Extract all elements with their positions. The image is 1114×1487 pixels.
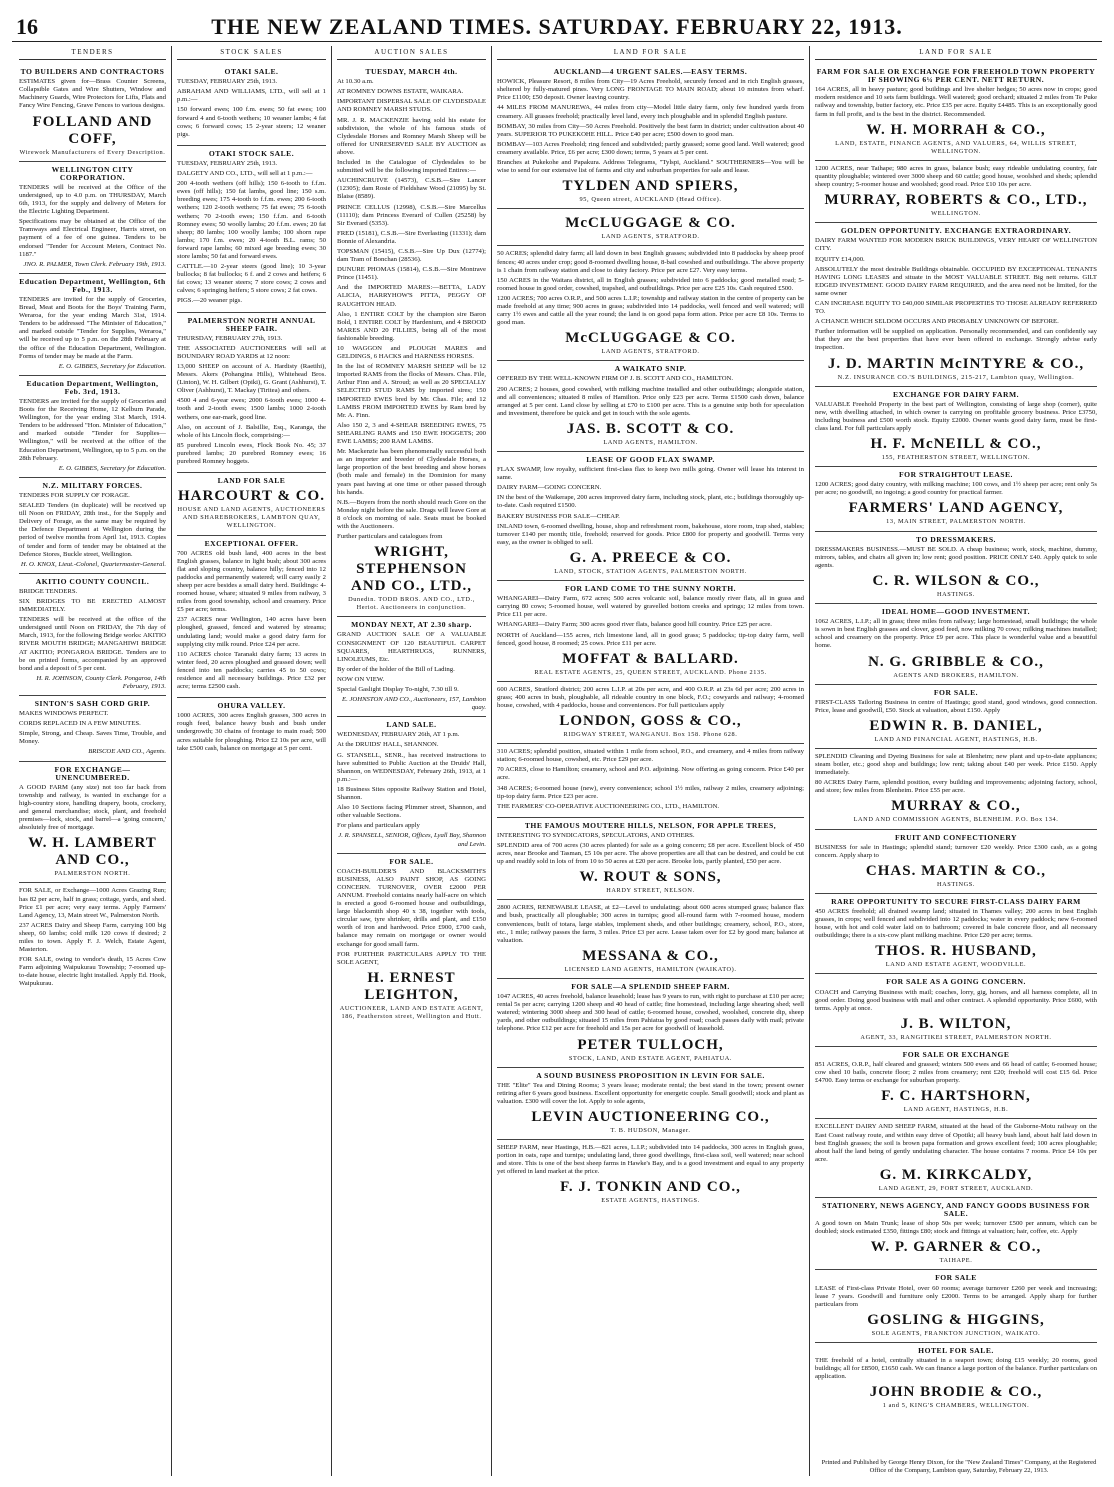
ad-heading: FOR LAND COME TO THE SUNNY NORTH. [564, 584, 736, 594]
advertisement [815, 1047, 1097, 1119]
advertiser-address: REAL ESTATE AGENTS, 25, QUEEN STREET, AUCKLAND. Phone 2135. [534, 668, 767, 676]
ad-text: 85 purebred Lincoln ewes, Flock Book No. 45; 37 purebred lambs; 20 purebred Romney ewes; 16 purebred Romney hoggets. [177, 441, 326, 466]
ad-text: A good town on Main Trunk; lease of shop 50s per week; turnover £500 per annum, which can be doubled; stock estimated £350, fittings £80; stock and fittings at valuation; hair, coffee, etc. Apply [815, 1220, 1097, 1236]
advertiser-address: AGENT, 33, RANGITIKEI STREET, PALMERSTON NORTH. [860, 1033, 1052, 1041]
ad-text: SPLENDID area of 700 acres (30 acres planted) for sale as a going concern; £8 per acre. Excellent block of 450 acres, near Brooke and Tasman, £5 10s per acre. The above properties are all that can be desired, and could be cut up and readily sold in lots of from 10 to 50 acres at £20 per acre. Brooke lots, partly planted, £50 per acre. [497, 842, 804, 866]
imprint: Printed and Published by George Henry Dixon, for the "New Zealand Times" Company, at the Registered Office of the Company, Lambton quay, Saturday, February 22, 1913. [821, 1459, 1097, 1474]
ad-text: FRED (15181), C.S.B.—Sire Everlasting (11331); dam Bonnie of Alexandria. [337, 229, 486, 245]
advertisement [497, 979, 804, 1068]
ad-text: VALUABLE Freehold Property in the best part of Wellington, consisting of large shop (corner), quite new, with dwelling attached, in which owner is carrying on profitable grocery business. Price £3750, including business and £500 worth stock. Equity £2000. Owner wants good dairy farm, must be first-class land. For full particulars apply [815, 400, 1097, 432]
advertisement [497, 209, 804, 246]
advertiser-address: HOUSE AND LAND AGENTS, AUCTIONEERS AND SHAREBROKERS, LAMBTON QUAY, WELLINGTON. [177, 506, 326, 530]
advertisement [497, 361, 804, 452]
ad-text: 70 ACRES, close to Hamilton; creamery, school and P.O. adjoining. Now offering as going concern. Price £40 per acre. [497, 766, 804, 782]
advertisement [19, 376, 166, 478]
advertisement [497, 452, 804, 581]
ad-signature: E. JOHNSTON AND CO., Auctioneers, 157, Lambton quay. [342, 696, 486, 712]
ad-heading: GOLDEN OPPORTUNITY. EXCHANGE EXTRAORDINARY. [840, 226, 1072, 236]
ad-heading: N.Z. MILITARY FORCES. [42, 480, 143, 490]
advertiser-name: C. R. WILSON & CO., [872, 572, 1040, 589]
ad-heading: IDEAL HOME—GOOD INVESTMENT. [881, 607, 1031, 617]
advertisement [497, 682, 804, 744]
ad-text: FLAX SWAMP, low royalty, sufficient first-class flax to keep two mills going. Owner will lease his interest in same. [497, 466, 804, 482]
ad-text: INTERESTING TO SYNDICATORS, SPECULATORS, AND OTHERS. [497, 831, 695, 839]
advertiser-name: N. G. GRIBBLE & CO., [868, 653, 1044, 670]
advertisement [177, 473, 326, 535]
ad-text: 310 ACRES; splendid position, situated within 1 mile from school, P.O., and creamery, and 4 miles from railway station; 6-roomed house, cowshed, etc. Price £29 per acre. [497, 748, 804, 764]
advertisement [497, 900, 804, 979]
ad-text: TUESDAY, FEBRUARY 25th, 1913. [177, 78, 278, 86]
ad-text: A CHANCE WHICH SELDOM OCCURS AND PROBABLY UNKNOWN OF BEFORE. [815, 318, 1059, 326]
ad-text: 44 MILES FROM MANUREWA, 44 miles from city—Model little dairy farm, only few hundred yards from creamery. All grasses freehold; practically level land, every inch ploughable and in splendid English pasture. [497, 104, 804, 120]
ad-heading: FOR SALE. [389, 856, 434, 866]
ad-text: 10 WAGGON and PLOUGH MARES and GELDINGS, 6 HACKS and HARNESS HORSES. [337, 345, 486, 361]
ad-text: PIGS.—20 weaner pigs. [177, 297, 243, 305]
ad-text: 80 ACRES Dairy Farm, splendid position, every building and improvements; adjoining factory, school, and store; few miles from Blenheim. Price £55 per acre. [815, 779, 1097, 795]
advertiser-address: 13, MAIN STREET, PALMERSTON NORTH. [886, 518, 1026, 526]
advertisement [815, 532, 1097, 604]
advertiser-name: TYLDEN AND SPIERS, [562, 178, 739, 195]
ad-text: OFFERED BY THE WELL-KNOWN FIRM OF J. B. SCOTT AND CO., HAMILTON. [497, 375, 734, 383]
advertisement [815, 1198, 1097, 1270]
advertiser-name: W. H. LAMBERT AND CO., [28, 835, 157, 869]
ad-text: Specifications may be obtained at the Office of the Tramways and Electrical Engineer, Harris street, on payment of a fee of one guinea. Tenders to be endorsed "Tender for Account Meters, Contract No. 1187." [19, 218, 166, 258]
ad-text: 450 ACRES freehold; all drained swamp land; situated in Thames valley; 200 acres in best English grasses, in crops; well fenced and subdivided into 12 paddocks; water in every paddock; new 6-roomed house, with hot and cold water laid on to bathroom; covered in bale concrete floor, and all necessary outbuildings; there is a six-cow plant milking machine. Price £20 per acre; terms. [815, 908, 1097, 940]
ad-signature: E. O. GIBBES, Secretary for Education. [58, 362, 166, 370]
advertiser-address: LAND AND FINANCIAL AGENT, HASTINGS, H.B. [874, 735, 1038, 743]
ad-text: ESTIMATES given for—Brass Counter Screens, Collapsible Gates and Wire Shutters, Window and Machinery Guards, Wire Protectors for Lifts, Flats and Fancy Wire Fencing, Grave Fences to various designs. [19, 78, 166, 110]
column-stock-sales [172, 46, 332, 1476]
advertiser-name: F. C. HARTSHORN, [881, 1088, 1031, 1105]
column-heading: STOCK SALES [177, 46, 326, 60]
ad-text: PRINCE CELLUS (12998), C.S.B.—Sire Marcellus (11110); dam Princess Everard of Cullen (25258) by Sir Everard (5353). [337, 203, 486, 227]
advertiser-address: LAND AGENT, 29, FORT STREET, AUCKLAND. [878, 1184, 1034, 1192]
advertiser-name: LONDON, GOSS & CO., [559, 713, 742, 730]
advertiser-address: 1 and 5, KING'S CHAMBERS, WELLINGTON. [882, 1402, 1030, 1410]
advertiser-name: GOSLING & HIGGINS, [867, 1311, 1045, 1328]
advertiser-name: W. ROUT & SONS, [579, 869, 722, 886]
ad-heading: A SOUND BUSINESS PROPOSITION IN LEVIN FOR SALE. [536, 1070, 765, 1080]
ad-heading: LEASE OF GOOD FLAX SWAMP. [586, 455, 715, 464]
ad-text: LEASE of First-class Private Hotel, over 60 rooms; average turnover £260 per week and increasing; lease 7 years. Goodwill and furniture only £2000. Terms to be arranged. Apply sharp for further particulars from [815, 1284, 1097, 1308]
advertiser-name: MURRAY & CO., [891, 798, 1021, 815]
ad-heading: PALMERSTON NORTH ANNUAL SHEEP FAIR. [187, 315, 316, 333]
advertiser-name: HARCOURT & CO. [178, 488, 325, 505]
column-land-for-sale-1 [492, 46, 810, 1476]
ad-text: WHANGAREI—Dairy Farm, 672 acres; 500 acres volcanic soil, balance mostly river flats, all in grass and carrying 80 cows; 5-roomed house, well watered by gravelled bottom creeks and springs; 12 miles from town. Price £11 per acre. [497, 595, 804, 619]
ad-signature: H. R. JOHNSON, County Clerk. Pongaroa, 14th February, 1913. [36, 674, 166, 690]
ad-text: 150 ACRES in the Waitara district, all in English grasses; subdivided into 6 paddocks; good metalled road; 5-roomed house in good order, cowshed, trapshed, and outbuildings. Price per acre £25 10s. Cash required £500. [497, 276, 804, 292]
advertiser-name: FOLLAND AND COFF, [32, 113, 153, 147]
advertiser-name: JAS. B. SCOTT & CO. [566, 420, 735, 437]
advertiser-name: G. A. PREECE & CO. [569, 549, 732, 566]
ad-text: At the DRUIDS' HALL, SHANNON. [337, 741, 439, 749]
advertiser-address: LAND AGENTS, STRATFORD. [601, 233, 700, 241]
advertiser-name: PETER TULLOCH, [577, 1036, 724, 1053]
ad-signature: JNO. R. PALMER, Town Clerk. February 19th, 1913. [23, 260, 166, 268]
ad-heading: LAND FOR SALE [217, 476, 286, 486]
advertiser-name: H. F. McNEILL & CO., [870, 436, 1042, 453]
ad-heading: FOR STRAIGHTOUT LEASE. [899, 470, 1013, 480]
advertiser-address: HARDY STREET, NELSON. [606, 887, 695, 895]
ad-text: TENDERS are invited for the supply of Groceries, Bread, Meat and Boots for the Boys' Training Farm, Weraroa, for the year ending March 31st, 1914. Tenders to be addressed "The Minister of Education," and marked outside "Tender for Supplies, Weraroa," will be received up to 5 p.m. on the 28th February at the office of the Education Department, Wellington. Forms of tender may be made at the Farm. [19, 295, 166, 360]
advertiser-name: THOS. R. HUSBAND, [875, 943, 1037, 960]
ad-text: ABRAHAM AND WILLIAMS, LTD., will sell at 1 p.m.:— [177, 88, 326, 104]
advertiser-address: HASTINGS. [936, 880, 976, 888]
ad-text: 700 ACRES old bush land, 400 acres in the best English grasses, balance in light bush; about 300 acres flat and sloping country, balance hilly; fenced into 12 paddocks and permanently watered; will carry easily 2 sheep per acre besides a small dairy herd. Buildings: 4-roomed house, whare; situated 9 miles from railway, 3 miles from good township, school and creamery. Price £5 per acre; terms. [177, 549, 326, 614]
advertiser-name: W. P. GARNER & CO., [870, 1239, 1042, 1256]
ad-text: COACH and Carrying Business with mail; coaches, lorry, gig, horses, and all harness complete, all in good order. Doing good business with mail and other contract. A splendid opportunity. Price £600, with terms. Apply at once. [815, 988, 1097, 1012]
ad-text: Also 10 Sections facing Plimmer street, Shannon, and other valuable Sections. [337, 804, 486, 820]
ad-text: TENDERS will be received at the Office of the undersigned, up to 4.0 p.m. on THURSDAY, March 6th, 1913, for the supply and delivery of Meters for the Electric Lighting Department. [19, 183, 166, 216]
advertiser-name: CHAS. MARTIN & CO., [865, 862, 1047, 879]
ad-text: 18 Business Sites opposite Railway Station and Hotel, Shannon. [337, 785, 486, 802]
advertiser-address: WELLINGTON. [931, 210, 981, 218]
advertisement [497, 1068, 804, 1140]
ad-heading: OTAKI STOCK SALE. [208, 148, 295, 158]
advertisement [337, 617, 486, 717]
advertisement [815, 1270, 1097, 1342]
ad-heading: FOR SALE—A SPLENDID SHEEP FARM. [571, 981, 730, 991]
ad-text: DALGETY AND CO., LTD., will sell at 1 p.m.:— [177, 170, 313, 178]
advertiser-name: MOFFAT & BALLARD. [562, 650, 739, 667]
advertiser-name: LEVIN AUCTIONEERING CO., [531, 1108, 770, 1125]
ad-text: Included in the Catalogue of Clydesdales to be submitted will be the following imported Entires:— [337, 159, 486, 175]
ad-text: NORTH of Auckland—155 acres, rich limestone land, all in good grass; 5 paddocks; tip-top dairy farm, well fenced, good house, 8 roomed; 25 cows. Price £11 per acre. [497, 631, 804, 647]
advertiser-name: MESSANA & CO., [582, 947, 719, 964]
ad-text: Also 150 2, 3 and 4-SHEAR BREEDING EWES, 75 SHEARLING RAMS and 150 EWE HOGGETS; 200 EWE LAMBS; 200 RAM LAMBS. [337, 421, 486, 446]
advertisement [815, 974, 1097, 1046]
advertiser-address: HASTINGS. [936, 590, 976, 598]
advertisement [337, 717, 486, 853]
advertisement [19, 762, 166, 884]
ad-text: 1047 ACRES, 40 acres freehold, balance leasehold; lease has 9 years to run, with right to purchase at £10 per acre; rental 5s per acre; carrying 1200 sheep and 40 head of cattle; fine homestead, including large shearing shed; well watered; wintering 3000 sheep and 300 head of cattle; 6-roomed house, cowshed, woolshed, concrete dip, sheep yards, and other outbuildings; situated 15 miles from Pahiatua by good road; coach passes daily with mail; private telephone. Price £12 per acre for freehold and 15s per acre for goodwill of leasehold. [497, 993, 804, 1033]
ad-text: FOR FURTHER PARTICULARS APPLY TO THE SOLE AGENT, [337, 950, 486, 966]
advertisement [815, 685, 1097, 749]
advertisement [177, 698, 326, 759]
advertiser-address: 155, FEATHERSTON STREET, WELLINGTON. [881, 454, 1031, 462]
advertiser-address: Wirework Manufacturers of Every Description. [19, 148, 166, 156]
ad-heading: STATIONERY, NEWS AGENCY, AND FANCY GOODS BUSINESS FOR SALE. [822, 1200, 1090, 1219]
ad-text: Further particulars and catalogues from [337, 533, 443, 541]
advertisement [815, 749, 1097, 830]
ad-heading: AUCKLAND—4 URGENT SALES.—EASY TERMS. [553, 67, 748, 77]
advertiser-address: LAND AGENTS, HAMILTON. [603, 438, 698, 446]
ad-text: TUESDAY, FEBRUARY 25th, 1913. [177, 159, 278, 167]
ad-text: 290 ACRES; 2 houses, good cowshed, with milking machine installed and other outbuildings; alongside station, and all conveniences; situated 8 miles of Hamilton. Price only £23 per acre. Terms £1500 cash down, balance arranged at 5 per cent. Land close by selling at £70 to £100 per acre. This is a genuine snip both for speculation and investment, therefore be quick and get in touch with the sole agents. [497, 385, 804, 417]
advertiser-name: J. D. MARTIN McINTYRE & CO., [827, 355, 1085, 372]
ad-text: CORDS REPLACED IN A FEW MINUTES. [19, 720, 141, 728]
advertiser-name: W. H. MORRAH & CO., [866, 121, 1046, 138]
ad-text: TENDERS are invited for the supply of Groceries and Boots for the Receiving Home, 12 Kelburn Parade, Wellington, for the year ending 31st March, 1914. Tenders to be addressed "Hon. Minister of Education," and marked outside "Tender for Supplies—Wellington," will be received at the office of the Education Department, Wellington, up to 5 p.m. on the 28th February. [19, 398, 166, 462]
ad-text: MAKES WINDOWS PERFECT. [19, 710, 109, 718]
ad-text: Branches at Pukekohe and Papakura. Address Telegrams, "Tylspi, Auckland." SOUTHERNERS—You will be wise to send for our extensive list of farms and city and suburban properties for sale and lease. [497, 159, 804, 175]
ad-text: 2800 ACRES, RENEWABLE LEASE, at £2—Level to undulating; about 600 acres stumped grass; balance flax and bush, practically all ploughable; 300 acres in turnips; good all-round farm with 7-roomed house, modern conveniences, built of totara, large stables, implement sheds, and other buildings; creamery, school, P.O., store, etc., 1 mile; railway passes the farm, 3 miles. Price £3 per acre. Lease taken over for £2 by good man; balance at valuation. [497, 904, 804, 944]
ad-text: AT ROMNEY DOWNS ESTATE, WAIKARA. [337, 88, 464, 96]
ad-text: 1200 ACRES; 700 acres O.R.P., and 500 acres L.I.P.; township and railway station in the centre of property can be made freehold at any time; 900 acres in grass; subdivided into 14 paddocks, well fenced and well watered; will carry 1½ ewes and cattle all the year round; the land is on good papa form ation. Price per acre £8 10s. Terms to good man. [497, 294, 804, 327]
advertiser-address: LAND AGENTS, STRATFORD. [601, 348, 700, 356]
ad-text: 237 ACRES near Wellington, 140 acres have been ploughed, grassed, fenced and watered by streams; undulating land; would make a good dairy farm for supplying city milk round. Price £24 per acre. [177, 616, 326, 648]
column-tenders [14, 46, 172, 1476]
ad-heading: OHURA VALLEY. [217, 701, 286, 711]
ad-heading: HOTEL FOR SALE. [918, 1345, 994, 1355]
ad-text: 50 ACRES; splendid dairy farm; all laid down in best English grasses; subdivided into 8 paddocks by sheep proof fences; 40 acres under crop; good 8-roomed dwelling house, 8-bail cowshed and outbuildings. The above property is 1 chain from railway station and close to dairy factory. Price per acre £27. Very easy terms. [497, 250, 804, 274]
column-heading: TENDERS [19, 46, 166, 60]
ad-heading: EXCEPTIONAL OFFER. [204, 538, 299, 548]
advertisement [815, 161, 1097, 223]
ad-text: DAIRY FARM WANTED FOR MODERN BRICK BUILDINGS, VERY HEART OF WELLINGTON CITY. [815, 237, 1097, 253]
ad-text: SPLENDID Cleaning and Dyeing Business for sale at Blenheim; new plant and up-to-date appliances; steam boiler, etc.; good shop and buildings; low rent; taking about £40 per week. Price £150. Apply immediately. [815, 752, 1097, 777]
advertisement [497, 246, 804, 361]
ad-text: WHANGAREI—Dairy Farm; 300 acres good river flats, balance good hill country. Price £25 per acre. [497, 621, 772, 629]
advertiser-name: EDWIN R. B. DANIEL, [869, 717, 1043, 734]
ad-text: 237 ACRES Dairy and Sheep Farm, carrying 100 big sheep, 60 lambs; cold milk 120 cows if desired; 2 miles to town. Apply F. J. Welch, Estate Agent, Masterton. [19, 921, 166, 954]
ad-heading: THE FAMOUS MOUTERE HILLS, NELSON, FOR APPLE TREES, [524, 820, 777, 830]
advertiser-address: LAND AND ESTATE AGENT, WOODVILLE. [885, 961, 1027, 969]
advertiser-address: 95, Queen street, AUCKLAND (Head Office). [579, 196, 722, 204]
advertisement [19, 574, 166, 696]
ad-text: 150 forward ewes; 100 f.m. ewes; 50 fat ewes; 100 forward 4 and 6-tooth wethers; 10 weaner lambs; 4 fat cows; 6 forward cows; 15 2-year steers; 12 weaner pigs. [177, 106, 326, 138]
ad-text: DAIRY FARM—GOING CONCERN. [497, 484, 602, 492]
ad-text: TOPSMAN (15415), C.S.B.—Sire Up Dux (12774); dam Tram of Bonchan (28536). [337, 247, 486, 264]
ad-text: HOWICK, Pleasure Resort, 8 miles from City—19 Acres Freehold, securely fenced and in rich English grasses, sheltered by fully-matured pines. Very LONG FRONTAGE TO MAIN ROAD; about 10 minutes from wharf. Price £1100; £50 deposit. Owner leaving country. [497, 78, 804, 102]
advertiser-address: Dunedin. TODD BROS. AND CO., LTD., Heriot. Auctioneers in conjunction. [348, 596, 475, 612]
ad-text: 110 ACRES choice Taranaki dairy farm; 13 acres in winter feed, 20 acres ploughed and grassed down; well fenced into ten paddocks; carries 45 to 50 cows; residence and all necessary buildings. Price £32 per acre; terms £2500 cash. [177, 650, 326, 691]
advertiser-address: LAND, ESTATE, FINANCE AGENTS, AND VALUERS, 64, WILLIS STREET, WELLINGTON. [835, 139, 1077, 155]
advertisement [19, 883, 166, 994]
advertisement [177, 64, 326, 146]
ad-text: EXCELLENT DAIRY AND SHEEP FARM, situated at the head of the Gisborne-Motu railway on the East Coast railway route, and within easy drive of Opotiki; all heavy bush land, about half laid down in best English grasses; the soil is brown papa formation and grows excellent feed; 100 acres ploughable; about half the land being of gently undulating character. The house contains 7 rooms. Price £4 10s per acre. [815, 1123, 1097, 1163]
advertisement [497, 818, 804, 901]
advertiser-address: RIDGWAY STREET, WANGANUI. Box 158. Phone 628. [563, 731, 738, 739]
ad-text: GRAND AUCTION SALE OF A VALUABLE CONSIGNMENT OF 120 BEAUTIFUL CARPET SQUARES, HEARTHRUGS, RUNNERS, LINOLEUMS, Etc. [337, 631, 486, 663]
ad-text: TENDERS FOR SUPPLY OF FORAGE. [19, 491, 130, 499]
ad-text: INLAND town, 6-roomed dwelling, house, shop and refreshment room, bakehouse, store room, trap shed, stables; turnover £140 per month; title, freehold; reserved for goods. Price £800 for property and goodwill. Terms very easy, as the owner is obliged to sell. [497, 522, 804, 546]
ad-text: MR. J. R. MACKENZIE having sold his estate for subdivision, the whole of his famous studs of Clydesdale Horses and Romney Marsh Sheep will be offered for UNRESERVED SALE BY AUCTION as above. [337, 116, 486, 156]
advertiser-address: AGENTS AND BROKERS, HAMILTON. [893, 671, 1019, 679]
ad-heading: FOR SALE OR EXCHANGE [902, 1049, 1010, 1059]
advertiser-name: JOHN BRODIE & CO., [869, 1384, 1043, 1401]
advertisement [497, 581, 804, 682]
ad-text: BOMBAY, 30 miles from City—50 Acres Freehold. Positively the best farm in district; under cultivation about 40 years. SUPERIOR TO PUKEKOHE HILL. Price £40 per acre; £500 down to good man. [497, 122, 804, 138]
ad-text: EQUITY £14,000. [815, 255, 865, 263]
ad-text: FIRST-CLASS Tailoring Business in centre of Hastings; good stand, good windows, good connection. Price, lease and goodwill, £50. Stock at valuation, about £150. Apply [815, 698, 1097, 714]
ad-text: And the IMPORTED MARES:—BETTA, LADY ALICIA, HARRYHOW'S PITTA, PEGGY OF RAUGHTON HEAD. [337, 284, 486, 308]
ad-text: Mr. Mackenzie has been phenomenally successful both as an importer and breeder of Clydesdale Horses, a large proportion of the best breeding and show horses (both male and female) in the Dominion for many years past having at one time or other passed through his hands. [337, 448, 486, 496]
ad-signature: H. O. KNOX, Lieut.-Colonel, Quartermaster-General. [20, 560, 166, 568]
ad-heading: WELLINGTON CITY CORPORATION. [51, 164, 134, 182]
advertisement [497, 744, 804, 818]
ad-text: 851 ACRES, O.R.P., half cleared and grassed; winters 500 ewes and 66 head of cattle; 6-roomed house; cow shed 10 bails, concrete floor; 2 miles from creamery; rent £20; freehold will cost £15 6d. Price £4700. Easy terms or exchange for suburban property. [815, 1061, 1097, 1085]
advertiser-address: T. B. HUDSON, Manager. [610, 1126, 691, 1134]
ad-heading: Education Department, Wellington, Feb. 3rd, 1913. [26, 378, 159, 396]
ad-text: THE "Elite" Tea and Dining Rooms; 3 years lease; moderate rental; the best stand in the town; present owner retiring after 6 years good business. Excellent opportunity for energetic couple. Small goodwill; stock and plant as valuation. £300 will cover the lot. Apply to sole agents, [497, 1081, 804, 1105]
ad-text: CAN INCREASE EQUITY TO £40,000 SIMILAR PROPERTIES TO THOSE ALREADY REFERRED TO. [815, 299, 1097, 316]
ad-signature: BRISCOE AND CO., Agents. [88, 748, 166, 756]
advertiser-address: N.Z. INSURANCE CO.'S BUILDINGS, 215-217, Lambton quay, Wellington. [837, 373, 1075, 381]
advertisement [815, 830, 1097, 894]
ad-text: BAKERY BUSINESS FOR SALE—CHEAP. [497, 512, 620, 520]
column-heading: AUCTION SALES [337, 46, 486, 60]
advertisement [815, 467, 1097, 531]
ad-text: 1000 ACRES, 300 acres English grasses, 300 acres in rough feed, balance heavy bush and bush under undergrowth; 30 chains of frontage to main road; 500 acres suitable for ploughing. Price £2 10s per acre, will take £500 cash, balance on mortgage at 5 per cent. [177, 712, 326, 752]
advertiser-address: PALMERSTON NORTH. [54, 870, 131, 878]
ad-text: FOR SALE, owing to vendor's death, 15 Acres Cow Farm adjoining Waipukurau Township; 7-roomed up-to-date house, electric light installed. Apply Ed. Hook, Waipukurau. [19, 956, 166, 988]
ad-text: AUCHINCRUIVE (14573), C.S.B.—Sire Lancer (12305); dam Rosie of Fieldshaw Wood (21095) by St. Blaise (8589). [337, 177, 486, 201]
ad-text: 200 4-tooth wethers (off hills); 150 6-tooth to f.f.m. ewes (off hills); 150 fat lambs, good line; 150 s.m. breeding ewes; 175 4-tooth to f.f.m. ewes; 200 6-tooth wethers; 120 2-tooth wethers; 75 fat ewes; 75 6-tooth wethers; 70 2-tooth ewes; 150 f.f.m. and 6-tooth Romney ewes; 50 woolly lambs; 20 f.f.m. ewes; 20 fat sheep; 80 lambs; 100 woolly lambs; 100 shorn rape lambs; 170 f.m. ewes; 20 4-tooth B.L. rams; 50 forward rape lambs; 60 mixed age breeding ewes; 30 store lambs; 50 fat and forward ewes. [177, 180, 326, 260]
column-auction-sales [332, 46, 492, 1476]
advertisement [337, 854, 486, 1025]
ad-text: Special Gaslight Display To-night, 7.30 till 9. [337, 686, 459, 693]
ad-text: THE freehold of a hotel, centrally situated in a seaport town; doing £15 weekly; 20 rooms, good buildings; all for £8500, £1650 cash. We can finance a large portion of the balance. Further particulars on application. [815, 1357, 1097, 1381]
ad-text: SHEEP FARM, near Hastings, H.B.—821 acres, L.I.P.; subdivided into 14 paddocks, 300 acres in English grass, portion in oats, rape and turnips; undulating land, three good dwellings, first-class soil, well watered; near school and store. This is one of the best sheep farms in Hawke's Bay, and is a good investment and equal to any property yet offered in land market at the price. [497, 1144, 804, 1176]
ad-heading: AKITIO COUNTY COUNCIL. [35, 576, 150, 586]
ad-text: 1062 ACRES, L.I.P.; all in grass; three miles from railway; large homestead, small buildings; the whole is sown in best English grasses and clover, good feed, now milking 70 cows; milking machines installed; school and creamery on the property. Price £9 per acre. This place is wonderful value and a beautiful home. [815, 618, 1097, 650]
advertiser-name: F. J. TONKIN AND CO., [560, 1179, 741, 1196]
advertiser-name: G. M. KIRKCALDY, [879, 1166, 1033, 1183]
ad-text: At 10.30 a.m. [337, 78, 374, 86]
ad-heading: FRUIT AND CONFECTIONERY [894, 832, 1018, 842]
newspaper-title: THE NEW ZEALAND TIMES. SATURDAY. FEBRUARY 22, 1913. [211, 14, 903, 39]
advertisement [815, 894, 1097, 975]
ad-text: THE ASSOCIATED AUCTIONEERS will sell at BOUNDARY ROAD YARDS at 12 noon: [177, 344, 326, 360]
ad-text: 4500 4 and 6-year ewes; 2000 6-tooth ewes; 1000 4-tooth and 2-tooth ewes; 1500 lambs; 1000 2-tooth wethers, one ear-mark, good line. [177, 397, 326, 421]
advertiser-address: LAND AND COMMISSION AGENTS, BLENHEIM. P.O. Box 134. [853, 816, 1059, 824]
ad-heading: A WAIKATO SNIP. [614, 364, 687, 374]
ad-heading: SINTON'S SASH CORD GRIP. [34, 699, 151, 708]
ad-heading: RARE OPPORTUNITY TO SECURE FIRST-CLASS DAIRY FARM [831, 896, 1081, 906]
ad-text: SIX BRIDGES TO BE ERECTED ALMOST IMMEDIATELY. [19, 597, 166, 614]
advertiser-name: J. B. WILTON, [900, 1015, 1012, 1032]
ad-heading: FOR SALE AS A GOING CONCERN. [886, 977, 1026, 987]
ad-text: For plans and particulars apply [337, 822, 420, 830]
ad-heading: MONDAY NEXT, AT 2.30 sharp. [351, 620, 472, 630]
ad-text: DRESSMAKERS BUSINESS.—MUST BE SOLD. A cheap business; work, stock, machine, dummy, mirrors, tables, and chairs all given in; low rent; good position. PRICE ONLY £40. Apply quick to sole agents. [815, 545, 1097, 569]
ad-heading: LAND SALE. [386, 720, 437, 730]
ad-text: COACH-BUILDER'S AND BLACKSMITH'S BUSINESS, ALSO PAINT SHOP, AS GOING CONCERN. TURNOVER, OVER £2000 PER ANNUM. Freehold contains nearly half-acre on which is erected a good 6-roomed house and outbuildings, large blacksmith shop 40 x 38, together with tools, circular saw, tyre shrinker, drills and plant, and £150 worth of iron and hardwood. Price £900, £700 cash, balance may remain on mortgage or owner would exchange for good small farm. [337, 867, 486, 948]
ad-heading: FOR SALE. [933, 687, 979, 697]
advertiser-name: MURRAY, ROBERTS & CO., LTD., [824, 192, 1088, 209]
ad-signature: E. O. GIBBES, Secretary for Education. [58, 464, 166, 472]
ad-text: BOMBAY—103 Acres Freehold; ring fenced and subdivided; partly grassed; some good land. Well watered; good creamery available. Price, £6 per acre; £300 down; terms, 5 years at 5 per cent. [497, 140, 804, 156]
advertiser-address: LAND, STOCK, STATION AGENTS, PALMERSTON NORTH. [554, 567, 747, 575]
ad-text: IMPORTANT DISPERSAL SALE OF CLYDESDALE AND ROMNEY MARSH STUDS. [337, 98, 486, 114]
ad-text: A GOOD FARM (any size) not too far back from township and railway, is wanted in exchange for a high-country store, handling drapery, boots, crockery, and general merchandise; stock, plant, and freehold premises—lock, stock, and barrel—a 'going concern,' absolutely free of mortgage. [19, 783, 166, 832]
advertisement [19, 64, 166, 162]
ad-heading: TO BUILDERS AND CONTRACTORS [20, 67, 165, 77]
ad-heading: FOR SALE [935, 1273, 977, 1283]
ad-text: Also, on account of J. Balsillie, Esq., Karanga, the whole of his Lincoln flock, comprising:— [177, 423, 326, 439]
ad-text: Further information will be supplied on application. Personally recommended, and can confidently say that they are the best properties that have ever been offered in exchange. Strongly advise early inspection. [815, 328, 1097, 352]
ad-text: 1200 ACRES, near Taihape; 980 acres in grass, balance bush; easy rideable undulating country, fair quantity ploughable; wintered over 3000 sheep and 60 cattle; good house, woolshed and sheds; splendid sheep country; 5-roomer house and woolshed; good road. Price £10 10s per acre. [815, 164, 1097, 189]
page-number: 16 [16, 14, 38, 39]
ad-text: WEDNESDAY, FEBRUARY 26th, AT 1 p.m. [337, 731, 460, 739]
ad-heading: TUESDAY, MARCH 4th. [365, 67, 458, 77]
advertisement [815, 604, 1097, 685]
ad-text: Also, 1 ENTIRE COLT by the champion sire Baron Bold, 1 ENTIRE COLT by Hardenium, and 4 BROOD MARES AND 20 FILLIES, being all of the most fashionable breeding. [337, 310, 486, 342]
advertisement [497, 64, 804, 209]
ad-heading: TO DRESSMAKERS. [916, 534, 996, 544]
advertisement [19, 478, 166, 574]
advertisement [337, 64, 486, 617]
ad-heading: FARM FOR SALE OR EXCHANGE FOR FREEHOLD TOWN PROPERTY IF SHOWING 6¼ PER CENT. NETT RETURN. [816, 67, 1096, 85]
ad-heading: OTAKI SALE. [224, 67, 279, 77]
ad-text: FOR SALE, or Exchange—1000 Acres Grazing Run; has 82 per acre, half in grass; cottage, yards, and shed. Price £1 per acre; very easy terms. Apply Farmers' Land Agency, 13, Main street W., Palmerston North. [19, 887, 166, 919]
ad-text: G. STANSELL, SENR., has received instructions to have submitted to Public Auction at the Druids' Hall, Shannon, on WEDNESDAY, February 26th, 1913, at 1 p.m.:— [337, 751, 486, 783]
column-heading: LAND FOR SALE [497, 46, 804, 60]
ad-text: THURSDAY, FEBRUARY 27th, 1913. [177, 334, 283, 342]
ad-text: SEALED Tenders (in duplicate) will be received up till Noon on FRIDAY, 28th inst., for the Supply and Delivery of Forage, as the same may be required by the Defence Department at Wellington during the period of twelve months from April 1st, 1913. Copies of tender and form of tender may be obtained at the Defence Stores, Buckle street, Wellington. [19, 502, 166, 558]
advertiser-name: FARMERS' LAND AGENCY, [848, 500, 1064, 517]
column-heading: LAND FOR SALE [815, 46, 1097, 60]
advertisement [19, 696, 166, 762]
advertisement [815, 1343, 1097, 1414]
ad-text: N.B.—Buyers from the north should reach Gore on the Monday night before the sale. Drags will leave Gore at 8 o'clock on morning of sale. Seats must be booked with the Auctioneers. [337, 498, 486, 530]
ad-text: By order of the holder of the Bill of Lading. [337, 665, 455, 673]
advertiser-name: McCLUGGAGE & CO. [565, 330, 736, 347]
ad-text: 348 ACRES; 6-roomed house (new), every convenience; school 1½ miles, railway 2 miles, creamery adjoining; tip-top dairy farm. Price £23 per acre. [497, 784, 804, 800]
advertiser-address: TAIHAPE. [939, 1257, 973, 1265]
advertisement [19, 274, 166, 376]
ad-text: 600 ACRES, Stratford district; 200 acres L.I.P. at 20s per acre, and 400 O.R.P. at 23s 6d per acre; 200 acres in grass; 400 acres in bush, ploughable, all rideable country in one block, F.O.; cowyards and railway; 4-roomed house, cowshed, with 4 paddocks, house and conveniences. For full particulars apply [497, 685, 804, 709]
advertisement [497, 1140, 804, 1209]
ad-signature: J. R. SPANSELL, SENIOR, Offices, Lyall Bay, Shannon and Levin. [338, 832, 486, 848]
ad-text: Simple, Strong, and Cheap. Saves Time, Trouble, and Money. [19, 730, 166, 746]
newspaper-columns [14, 46, 1102, 1476]
advertisement [815, 64, 1097, 161]
ad-text: In the list of ROMNEY MARSH SHEEP will be 12 imported RAMS from the flocks of Messrs. Chas. File, Arthur Finn and A. Stroud; as well as 20 SPECIALLY SELECTED STUD RAMS by imported sires; 150 IMPORTED EWES bred by Mr. Chas. File; and 12 LAMBS FROM IMPORTED EWES by Ram bred by Mr. A. Finn. [337, 363, 486, 419]
advertiser-address: ESTATE AGENTS, HASTINGS. [601, 1197, 700, 1205]
advertiser-address: STOCK, LAND, AND ESTATE AGENT, PAHIATUA. [568, 1054, 733, 1062]
ad-text: THE FARMERS' CO-OPERATIVE AUCTIONEERING CO., LTD., HAMILTON. [497, 802, 720, 810]
ad-text: CATTLE.—10 2-year steers (good line); 10 3-year bullocks; 8 fat bullocks; 6 f. and 2 cows and heifers; 6 fat cows; 13 weaner steers; 7 store cows; 2 cows and calves; 6 springing heifers; 5 store cows; 2 fat cows. [177, 263, 326, 295]
advertisement [815, 223, 1097, 386]
ad-text: BRIDGE TENDERS. [19, 587, 78, 595]
advertisement [177, 146, 326, 313]
advertiser-name: WRIGHT, STEPHENSON AND CO., LTD., [351, 544, 472, 595]
advertisement [19, 162, 166, 274]
advertisement [815, 387, 1097, 468]
ad-text: 1200 ACRES; good dairy country, with milking machine; 100 cows, and 1½ sheep per acre; rent only 5s per acre; no goodwill, no ingoing; a good country for practical farmer. [815, 481, 1097, 497]
ad-text: 164 ACRES, all in heavy pasture; good buildings and live shelter hedges; 50 acres now in crops; good modern residence and 10 sets farm buildings. Well watered; good orchard; situated 2 miles from Te Puke railway and township, butter factory, etc. Price £35 per acre. Equity £4485. This is an exceptionally good farm in full profit, and is the best in the district. Recommended. [815, 86, 1097, 118]
advertiser-name: McCLUGGAGE & CO. [565, 215, 736, 232]
advertisement [177, 313, 326, 474]
advertiser-address: AUCTIONEER, LAND AND ESTATE AGENT, 186, Featherston street, Wellington and Hutt. [339, 1004, 484, 1020]
ad-text: NOW ON VIEW. [337, 675, 385, 683]
ad-heading: EXCHANGE FOR DAIRY FARM. [892, 389, 1020, 399]
advertiser-address: LICENSED LAND AGENTS, HAMILTON (WAIKATO). [564, 965, 737, 973]
ad-text: BUSINESS for sale in Hastings; splendid stand; turnover £20 weekly. Price £300 cash, as a going concern. Apply sharp to [815, 843, 1097, 859]
ad-text: DUNURE PHOMAS (15814), C.S.B.—Sire Montrave Prince (11451). [337, 266, 486, 282]
advertiser-address: LAND AGENT, HASTINGS, H.B. [903, 1106, 1009, 1114]
ad-heading: FOR EXCHANGE—UNENCUMBERED. [54, 764, 131, 782]
ad-text: TENDERS will be received at the office of the undersigned until Noon on FRIDAY, the 7th day of March, 1913, for the following Bridge works: AKITIO RIVER MOUTH BRIDGE; MANGAHIWI BRIDGE AT AKITIO; PONGAROA BRIDGE. Tenders are to be on printed forms, accompanied by an approved bond and a deposit of 5 per cent. [19, 616, 166, 672]
advertiser-name: H. ERNEST LEIGHTON, [364, 969, 459, 1003]
masthead [12, 12, 1102, 42]
ad-text: IN the best of the Waikerape, 200 acres improved dairy farm, including stock, plant, etc.; buildings thoroughly up-to-date. Cash required £1500. [497, 494, 804, 510]
advertiser-address: SOLE AGENTS, FRANKTON JUNCTION, WAIKATO. [871, 1329, 1041, 1337]
ad-heading: Education Department, Wellington, 6th Feb., 1913. [19, 276, 166, 294]
column-land-for-sale-2 [810, 46, 1102, 1476]
advertisement [815, 1119, 1097, 1198]
ad-text: 13,000 SHEEP on account of A. Hardisty (Raetihi), Messrs. Akers (Pohangina Hills), Whitehead Bros. (Linton), W. H. Gilbert (Opiki), G. Grant (Ashhurst), T. Oliver (Ashhurst), T. Mackay (Tiritea) and others. [177, 363, 326, 395]
advertisement [177, 536, 326, 699]
ad-text: ABSOLUTELY the most desirable Buildings obtainable. OCCUPIED BY EXCEPTIONAL TENANTS HAVING LONG LEASES and situate in the MOST VALUABLE STREET. Big nett returns. GILT EDGED INVESTMENT. GOOD DAIRY FARM REQUIRED, and the area need not be limited, for the same owner [815, 265, 1097, 297]
